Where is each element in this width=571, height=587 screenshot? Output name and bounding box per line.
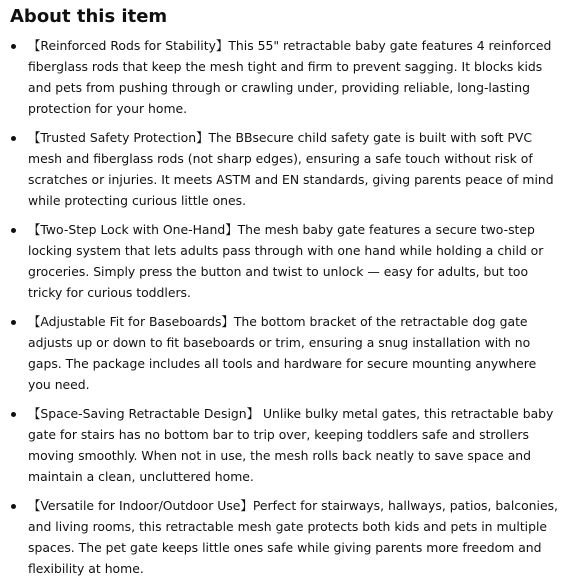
feature-bullet	[0, 219, 571, 303]
feature-bullet-text: 【Adjustable Fit for Baseboards】The bottom bracket of the retractable dog gate adjusts up or down to fit baseboards or trim, ensuring a snug installation with no gaps. The package includes all tools and hardware for secure mounting anywhere you need.	[28, 314, 537, 392]
feature-bullet	[0, 403, 571, 487]
feature-bullet-text: 【Space-Saving Retractable Design】 Unlike bulky metal gates, this retractable baby gate for stairs has no bottom bar to trip over, keeping toddlers safe and strollers moving smoothly. When not in use, the mesh rolls back neatly to save space and maintain a clean, uncluttered home.	[28, 406, 554, 484]
bullet-dot-icon	[11, 44, 16, 49]
bullet-dot-icon	[11, 320, 16, 325]
feature-bullet-list	[0, 35, 571, 587]
bullet-dot-icon	[11, 228, 16, 233]
bullet-dot-icon	[11, 504, 16, 509]
feature-bullet-text: 【Reinforced Rods for Stability】This 55" retractable baby gate features 4 reinforced fiberglass rods that keep the mesh tight and firm to prevent sagging. It blocks kids and pets from pushing through or crawling under, providing reliable, long-lasting protection for your home.	[28, 38, 552, 116]
feature-bullet	[0, 35, 571, 119]
bullet-dot-icon	[11, 136, 16, 141]
feature-bullet	[0, 127, 571, 211]
feature-bullet-text: 【Trusted Safety Protection】The BBsecure child safety gate is built with soft PVC mesh and fiberglass rods (not sharp edges), ensuring a safe touch without risk of scratches or injuries. It meets ASTM and EN standards, giving parents peace of mind while protecting curious little ones.	[28, 130, 554, 208]
feature-bullet-text: 【Versatile for Indoor/Outdoor Use】Perfect for stairways, hallways, patios, balconies, and living rooms, this retractable mesh gate protects both kids and pets in multiple spaces. The pet gate keeps little ones safe while giving parents more freedom and flexibility at home.	[28, 498, 558, 576]
feature-bullet	[0, 495, 571, 579]
feature-bullet-text: 【Two-Step Lock with One-Hand】The mesh baby gate features a secure two-step locking system that lets adults pass through with one hand while holding a child or groceries. Simply press the button and twist to unlock — easy for adults, but too tricky for curious toddlers.	[28, 222, 544, 300]
feature-bullet	[0, 311, 571, 395]
bullet-dot-icon	[11, 412, 16, 417]
section-title: About this item	[10, 6, 168, 27]
